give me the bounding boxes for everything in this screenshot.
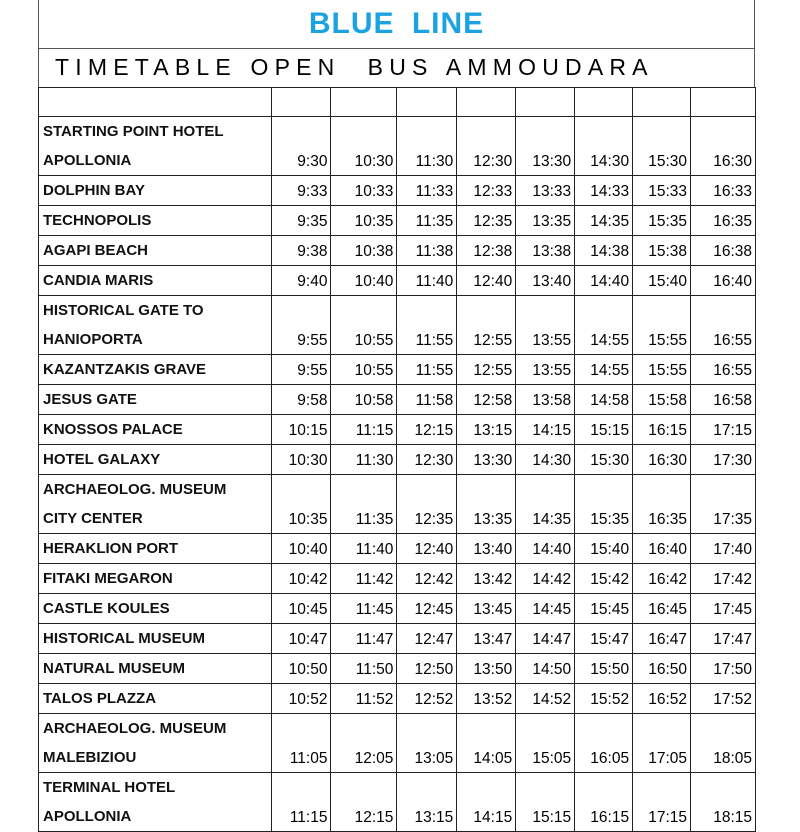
title-box	[38, 0, 755, 49]
header-cell	[516, 88, 575, 117]
stop-name	[39, 236, 272, 266]
departure-time: 16:55	[691, 355, 756, 385]
table-row	[39, 564, 756, 594]
departure-time: 16:40	[691, 266, 756, 296]
departure-time: 16:15	[633, 415, 691, 445]
table-row	[39, 385, 756, 415]
table-row	[39, 355, 756, 385]
stop-name-line: AGAPI BEACH	[43, 242, 149, 259]
departure-time: 9:40	[271, 266, 331, 296]
departure-time: 10:30	[271, 445, 331, 475]
stop-name	[39, 624, 272, 654]
header-cell	[575, 88, 633, 117]
departure-time: 17:42	[691, 564, 756, 594]
departure-time: 12:35	[397, 475, 457, 534]
departure-time: 17:30	[691, 445, 756, 475]
departure-time: 13:47	[457, 624, 516, 654]
departure-time: 15:35	[575, 475, 633, 534]
departure-time: 17:15	[691, 415, 756, 445]
departure-time: 17:52	[691, 684, 756, 714]
stop-name-line: APOLLONIA	[43, 152, 132, 169]
departure-time: 15:42	[575, 564, 633, 594]
stop-name	[39, 714, 272, 773]
departure-time: 12:52	[397, 684, 457, 714]
table-row	[39, 684, 756, 714]
stop-name	[39, 654, 272, 684]
departure-time: 13:40	[457, 534, 516, 564]
stop-name-line: HISTORICAL GATE TO	[43, 302, 204, 319]
departure-time: 10:42	[271, 564, 331, 594]
departure-time: 10:55	[331, 355, 397, 385]
departure-time: 10:33	[331, 176, 397, 206]
departure-time: 15:50	[575, 654, 633, 684]
departure-time: 17:35	[691, 475, 756, 534]
table-row	[39, 176, 756, 206]
stop-name	[39, 684, 272, 714]
stop-name-line: CITY CENTER	[43, 510, 143, 527]
departure-time: 16:15	[575, 773, 633, 832]
departure-time: 10:50	[271, 654, 331, 684]
departure-time: 16:05	[575, 714, 633, 773]
stop-name-line: CASTLE KOULES	[43, 600, 170, 617]
departure-time: 11:15	[271, 773, 331, 832]
departure-time: 16:58	[691, 385, 756, 415]
departure-time: 13:40	[516, 266, 575, 296]
departure-time: 14:45	[516, 594, 575, 624]
departure-time: 15:15	[575, 415, 633, 445]
header-cell	[691, 88, 756, 117]
stop-name	[39, 117, 272, 176]
table-row	[39, 654, 756, 684]
departure-time: 13:38	[516, 236, 575, 266]
departure-time: 15:33	[633, 176, 691, 206]
departure-time: 16:30	[691, 117, 756, 176]
table-row	[39, 296, 756, 355]
departure-time: 16:35	[633, 475, 691, 534]
departure-time: 13:42	[457, 564, 516, 594]
page-title: BLUE LINE	[308, 6, 485, 40]
departure-time: 15:55	[633, 296, 691, 355]
departure-time: 15:40	[575, 534, 633, 564]
stop-name-line: TALOS PLAZZA	[43, 690, 157, 707]
departure-time: 14:38	[575, 236, 633, 266]
stop-name	[39, 355, 272, 385]
header-cell	[397, 88, 457, 117]
departure-time: 9:35	[271, 206, 331, 236]
table-row	[39, 475, 756, 534]
table-row	[39, 534, 756, 564]
departure-time: 10:40	[271, 534, 331, 564]
departure-time: 12:35	[457, 206, 516, 236]
stop-name-line: TECHNOPOLIS	[43, 212, 152, 229]
stop-name-line: APOLLONIA	[43, 808, 132, 825]
departure-time: 13:52	[457, 684, 516, 714]
departure-time: 11:33	[397, 176, 457, 206]
departure-time: 12:05	[331, 714, 397, 773]
departure-time: 15:05	[516, 714, 575, 773]
departure-time: 10:40	[331, 266, 397, 296]
departure-time: 15:58	[633, 385, 691, 415]
stop-name	[39, 266, 272, 296]
departure-time: 13:30	[516, 117, 575, 176]
departure-time: 17:15	[633, 773, 691, 832]
departure-time: 16:30	[633, 445, 691, 475]
departure-time: 16:42	[633, 564, 691, 594]
departure-time: 17:50	[691, 654, 756, 684]
stop-name-line: KNOSSOS PALACE	[43, 421, 183, 438]
departure-time: 12:45	[397, 594, 457, 624]
departure-time: 11:30	[331, 445, 397, 475]
departure-time: 11:42	[331, 564, 397, 594]
departure-time: 11:55	[397, 296, 457, 355]
stop-name	[39, 176, 272, 206]
departure-time: 13:55	[516, 355, 575, 385]
departure-time: 13:55	[516, 296, 575, 355]
departure-time: 14:15	[457, 773, 516, 832]
departure-time: 11:35	[331, 475, 397, 534]
departure-time: 9:55	[271, 296, 331, 355]
timetable-sheet	[38, 0, 756, 826]
departure-time: 14:50	[516, 654, 575, 684]
departure-time: 10:38	[331, 236, 397, 266]
departure-time: 11:47	[331, 624, 397, 654]
departure-time: 11:45	[331, 594, 397, 624]
departure-time: 14:33	[575, 176, 633, 206]
departure-time: 13:45	[457, 594, 516, 624]
stop-name-line: TERMINAL HOTEL	[43, 779, 176, 796]
departure-time: 15:52	[575, 684, 633, 714]
departure-time: 10:35	[331, 206, 397, 236]
departure-time: 14:15	[516, 415, 575, 445]
departure-time: 13:50	[457, 654, 516, 684]
timetable-subtitle: TIMETABLE OPEN BUS AMMOUDARA	[55, 54, 654, 80]
stop-name-line: HANIOPORTA	[43, 331, 143, 348]
departure-time: 10:58	[331, 385, 397, 415]
departure-time: 15:30	[575, 445, 633, 475]
departure-time: 15:55	[633, 355, 691, 385]
departure-time: 16:52	[633, 684, 691, 714]
stop-name	[39, 296, 272, 355]
departure-time: 9:38	[271, 236, 331, 266]
header-cell	[633, 88, 691, 117]
departure-time: 14:52	[516, 684, 575, 714]
departure-time: 9:55	[271, 355, 331, 385]
departure-time: 11:58	[397, 385, 457, 415]
departure-time: 14:47	[516, 624, 575, 654]
departure-time: 10:35	[271, 475, 331, 534]
departure-time: 16:40	[633, 534, 691, 564]
stop-name-line: MALEBIZIOU	[43, 749, 137, 766]
stop-name	[39, 564, 272, 594]
departure-time: 12:50	[397, 654, 457, 684]
departure-time: 16:33	[691, 176, 756, 206]
departure-time: 10:45	[271, 594, 331, 624]
departure-time: 15:40	[633, 266, 691, 296]
departure-time: 9:30	[271, 117, 331, 176]
departure-time: 16:38	[691, 236, 756, 266]
departure-time: 11:40	[397, 266, 457, 296]
departure-time: 18:15	[691, 773, 756, 832]
departure-time: 13:33	[516, 176, 575, 206]
stop-name-line: HISTORICAL MUSEUM	[43, 630, 205, 647]
stop-name-line: CANDIA MARIS	[43, 272, 154, 289]
stop-name	[39, 534, 272, 564]
departure-time: 13:35	[516, 206, 575, 236]
departure-time: 14:35	[516, 475, 575, 534]
departure-time: 10:47	[271, 624, 331, 654]
departure-time: 10:30	[331, 117, 397, 176]
stop-name-line: ARCHAEOLOG. MUSEUM	[43, 481, 227, 498]
header-cell	[457, 88, 516, 117]
departure-time: 11:05	[271, 714, 331, 773]
stop-name	[39, 385, 272, 415]
header-cell	[271, 88, 331, 117]
stop-name-line: JESUS GATE	[43, 391, 137, 408]
stop-name-line: STARTING POINT HOTEL	[43, 123, 224, 140]
departure-time: 9:33	[271, 176, 331, 206]
departure-time: 13:58	[516, 385, 575, 415]
departure-time: 14:55	[575, 296, 633, 355]
stop-name	[39, 206, 272, 236]
stop-name-line: HOTEL GALAXY	[43, 451, 161, 468]
departure-time: 17:45	[691, 594, 756, 624]
header-cell	[331, 88, 397, 117]
departure-time: 12:15	[331, 773, 397, 832]
departure-time: 17:40	[691, 534, 756, 564]
stop-name-line: KAZANTZAKIS GRAVE	[43, 361, 207, 378]
departure-time: 15:35	[633, 206, 691, 236]
departure-time: 11:30	[397, 117, 457, 176]
departure-time: 11:35	[397, 206, 457, 236]
departure-time: 10:55	[331, 296, 397, 355]
departure-time: 13:15	[457, 415, 516, 445]
departure-time: 11:50	[331, 654, 397, 684]
table-row	[39, 236, 756, 266]
table-row	[39, 206, 756, 236]
header-cell	[39, 88, 272, 117]
subtitle-box	[38, 49, 755, 87]
departure-time: 13:35	[457, 475, 516, 534]
departure-time: 14:58	[575, 385, 633, 415]
departure-time: 13:30	[457, 445, 516, 475]
departure-time: 14:40	[575, 266, 633, 296]
timetable-body	[39, 88, 756, 832]
departure-time: 11:15	[331, 415, 397, 445]
departure-time: 15:30	[633, 117, 691, 176]
stop-name	[39, 445, 272, 475]
stop-name-line: ARCHAEOLOG. MUSEUM	[43, 720, 227, 737]
departure-time: 14:55	[575, 355, 633, 385]
stop-name	[39, 415, 272, 445]
departure-time: 14:35	[575, 206, 633, 236]
stop-name-line: DOLPHIN BAY	[43, 182, 145, 199]
departure-time: 12:33	[457, 176, 516, 206]
stop-name	[39, 773, 272, 832]
departure-time: 16:47	[633, 624, 691, 654]
departure-time: 9:58	[271, 385, 331, 415]
departure-time: 10:52	[271, 684, 331, 714]
departure-time: 12:47	[397, 624, 457, 654]
stop-name	[39, 475, 272, 534]
departure-time: 12:30	[397, 445, 457, 475]
departure-time: 11:38	[397, 236, 457, 266]
departure-time: 15:45	[575, 594, 633, 624]
departure-time: 14:42	[516, 564, 575, 594]
table-row	[39, 594, 756, 624]
departure-time: 15:38	[633, 236, 691, 266]
table-row	[39, 714, 756, 773]
departure-time: 13:15	[397, 773, 457, 832]
departure-time: 12:38	[457, 236, 516, 266]
departure-time: 12:40	[397, 534, 457, 564]
timetable	[38, 87, 756, 832]
departure-time: 16:45	[633, 594, 691, 624]
departure-time: 11:40	[331, 534, 397, 564]
stop-name	[39, 594, 272, 624]
departure-time: 14:05	[457, 714, 516, 773]
table-row	[39, 445, 756, 475]
departure-time: 12:15	[397, 415, 457, 445]
departure-time: 16:55	[691, 296, 756, 355]
departure-time: 11:52	[331, 684, 397, 714]
stop-name-line: HERAKLION PORT	[43, 540, 178, 557]
departure-time: 12:58	[457, 385, 516, 415]
table-row	[39, 266, 756, 296]
departure-time: 12:30	[457, 117, 516, 176]
stop-name-line: NATURAL MUSEUM	[43, 660, 185, 677]
stop-name-line: FITAKI MEGARON	[43, 570, 173, 587]
departure-time: 16:50	[633, 654, 691, 684]
departure-time: 15:47	[575, 624, 633, 654]
table-row	[39, 117, 756, 176]
departure-time: 18:05	[691, 714, 756, 773]
table-row	[39, 415, 756, 445]
departure-time: 17:05	[633, 714, 691, 773]
header-row	[39, 88, 756, 117]
departure-time: 10:15	[271, 415, 331, 445]
departure-time: 12:55	[457, 355, 516, 385]
departure-time: 16:35	[691, 206, 756, 236]
departure-time: 12:42	[397, 564, 457, 594]
table-row	[39, 624, 756, 654]
departure-time: 12:55	[457, 296, 516, 355]
departure-time: 12:40	[457, 266, 516, 296]
departure-time: 14:30	[516, 445, 575, 475]
departure-time: 14:30	[575, 117, 633, 176]
departure-time: 14:40	[516, 534, 575, 564]
departure-time: 15:15	[516, 773, 575, 832]
table-row	[39, 773, 756, 832]
departure-time: 11:55	[397, 355, 457, 385]
departure-time: 13:05	[397, 714, 457, 773]
departure-time: 17:47	[691, 624, 756, 654]
